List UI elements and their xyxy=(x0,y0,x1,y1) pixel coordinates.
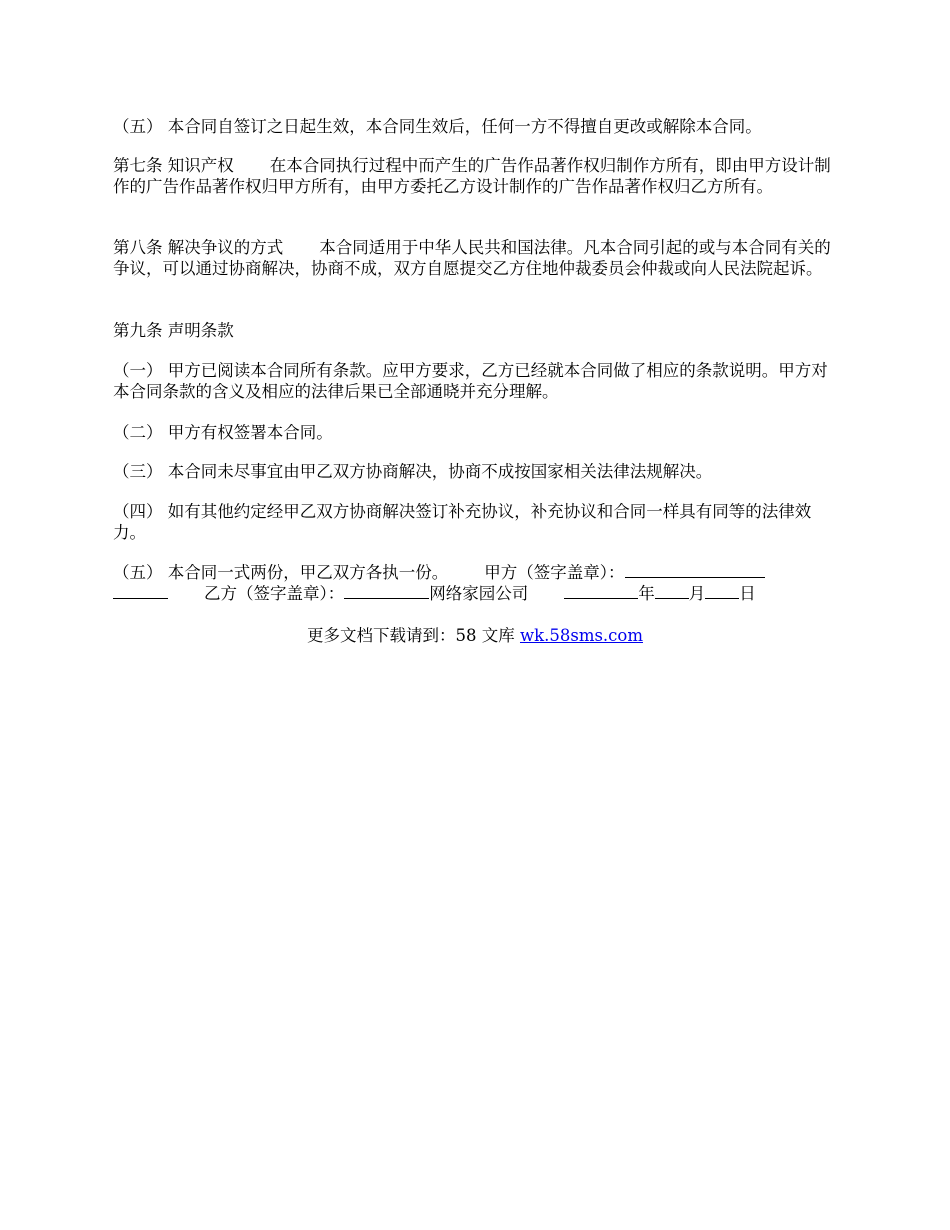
download-footer xyxy=(0,625,950,646)
article-7 xyxy=(113,155,841,197)
party-a-signature-line xyxy=(625,563,765,578)
declaration-clause-1: （一） 甲方已阅读本合同所有条款。应甲方要求，乙方已经就本合同做了相应的条款说明。甲方对本合同条款的含义及相应的法律后果已全部通晓并充分理解。 xyxy=(113,361,828,401)
article-9-title: 第九条 声明条款 xyxy=(113,321,234,340)
footer-text: 更多文档下载请到：58 文库 xyxy=(306,626,520,645)
party-b-signature-label: 乙方（签字盖章）： xyxy=(204,584,345,603)
footer-link[interactable]: wk.58sms.com xyxy=(519,626,643,645)
declaration-clause-3: （三） 本合同未尽事宜由甲乙双方协商解决，协商不成按国家相关法律法规解决。 xyxy=(113,462,713,481)
party-a-signature-label: 甲方（签字盖章）： xyxy=(484,563,625,582)
month-blank xyxy=(655,584,689,599)
year-label: 年 xyxy=(638,584,655,603)
clause-5-effective: （五） 本合同自签订之日起生效，本合同生效后，任何一方不得擅自更改或解除本合同。 xyxy=(113,117,762,136)
declaration-clause-2: （二） 甲方有权签署本合同。 xyxy=(113,423,333,442)
party-b-signature-line xyxy=(344,584,429,599)
article-7-body: 在本合同执行过程中而产生的广告作品著作权归制作方所有，即由甲方设计制作的广告作品著作权归甲方所有，由甲方委托乙方设计制作的广告作品著作权归乙方所有。 xyxy=(113,156,831,196)
article-8 xyxy=(113,237,841,279)
day-label: 日 xyxy=(739,584,756,603)
day-blank xyxy=(705,584,739,599)
company-name: 网络家园公司 xyxy=(429,584,529,603)
declaration-clause-4: （四） 如有其他约定经甲乙双方协商解决签订补充协议，补充协议和合同一样具有同等的法律效力。 xyxy=(113,502,812,542)
month-label: 月 xyxy=(688,584,706,603)
declaration-clause-5 xyxy=(113,562,841,604)
article-7-title: 第七条 知识产权 xyxy=(113,156,234,175)
article-8-body: 本合同适用于中华人民共和国法律。凡本合同引起的或与本合同有关的争议，可以通过协商解决，协商不成，双方自愿提交乙方住地仲裁委员会仲裁或向人民法院起诉。 xyxy=(113,238,831,278)
year-blank xyxy=(564,584,638,599)
clause-5-copies: （五） 本合同一式两份，甲乙双方各执一份。 xyxy=(113,563,449,582)
party-a-signature-line-cont xyxy=(113,584,168,599)
article-8-title: 第八条 解决争议的方式 xyxy=(113,238,284,257)
